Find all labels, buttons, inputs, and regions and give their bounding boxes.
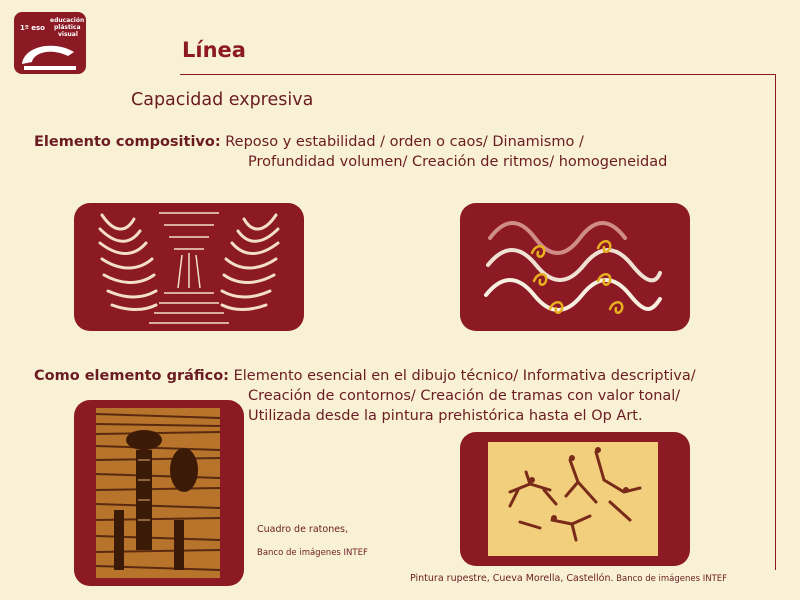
logo-level: 1º eso bbox=[20, 24, 45, 32]
caption-banco-2: Banco de imágenes INTEF bbox=[613, 574, 728, 584]
eso-logo bbox=[14, 12, 86, 74]
logo-line2: plástica bbox=[54, 24, 81, 31]
page-title: Línea bbox=[182, 38, 246, 62]
lines-perspective-image bbox=[74, 203, 304, 331]
compositivo-line2: Profundidad volumen/ Creación de ritmos/ homogeneidad bbox=[248, 154, 668, 170]
divider-horizontal bbox=[180, 74, 776, 75]
caption-rupestre bbox=[410, 573, 727, 584]
page-subtitle: Capacidad expresiva bbox=[131, 90, 314, 110]
grafico-line2: Creación de contornos/ Creación de tramas con valor tonal/ bbox=[248, 388, 681, 404]
grafico-line1: Elemento esencial en el dibujo técnico/ Informativa descriptiva/ bbox=[229, 368, 696, 384]
compositivo-paragraph bbox=[34, 132, 764, 172]
caption-banco-1: Banco de imágenes INTEF bbox=[257, 548, 368, 558]
caption-ratones: Cuadro de ratones, bbox=[257, 524, 349, 535]
ratones-painting-image bbox=[74, 400, 244, 586]
logo-line1: educación bbox=[50, 17, 85, 24]
caption-rupestre-text: Pintura rupestre, Cueva Morella, Castellón. bbox=[410, 573, 614, 584]
divider-vertical bbox=[775, 74, 776, 570]
cave-painting-image bbox=[460, 432, 690, 566]
grafico-line3: Utilizada desde la pintura prehistórica hasta el Op Art. bbox=[248, 408, 643, 424]
compositivo-label: Elemento compositivo: bbox=[34, 134, 221, 150]
logo-line3: visual bbox=[58, 31, 78, 38]
grafico-label: Como elemento gráfico: bbox=[34, 368, 229, 384]
wavy-lines-image bbox=[460, 203, 690, 331]
compositivo-line1: Reposo y estabilidad / orden o caos/ Dinamismo / bbox=[220, 134, 584, 150]
